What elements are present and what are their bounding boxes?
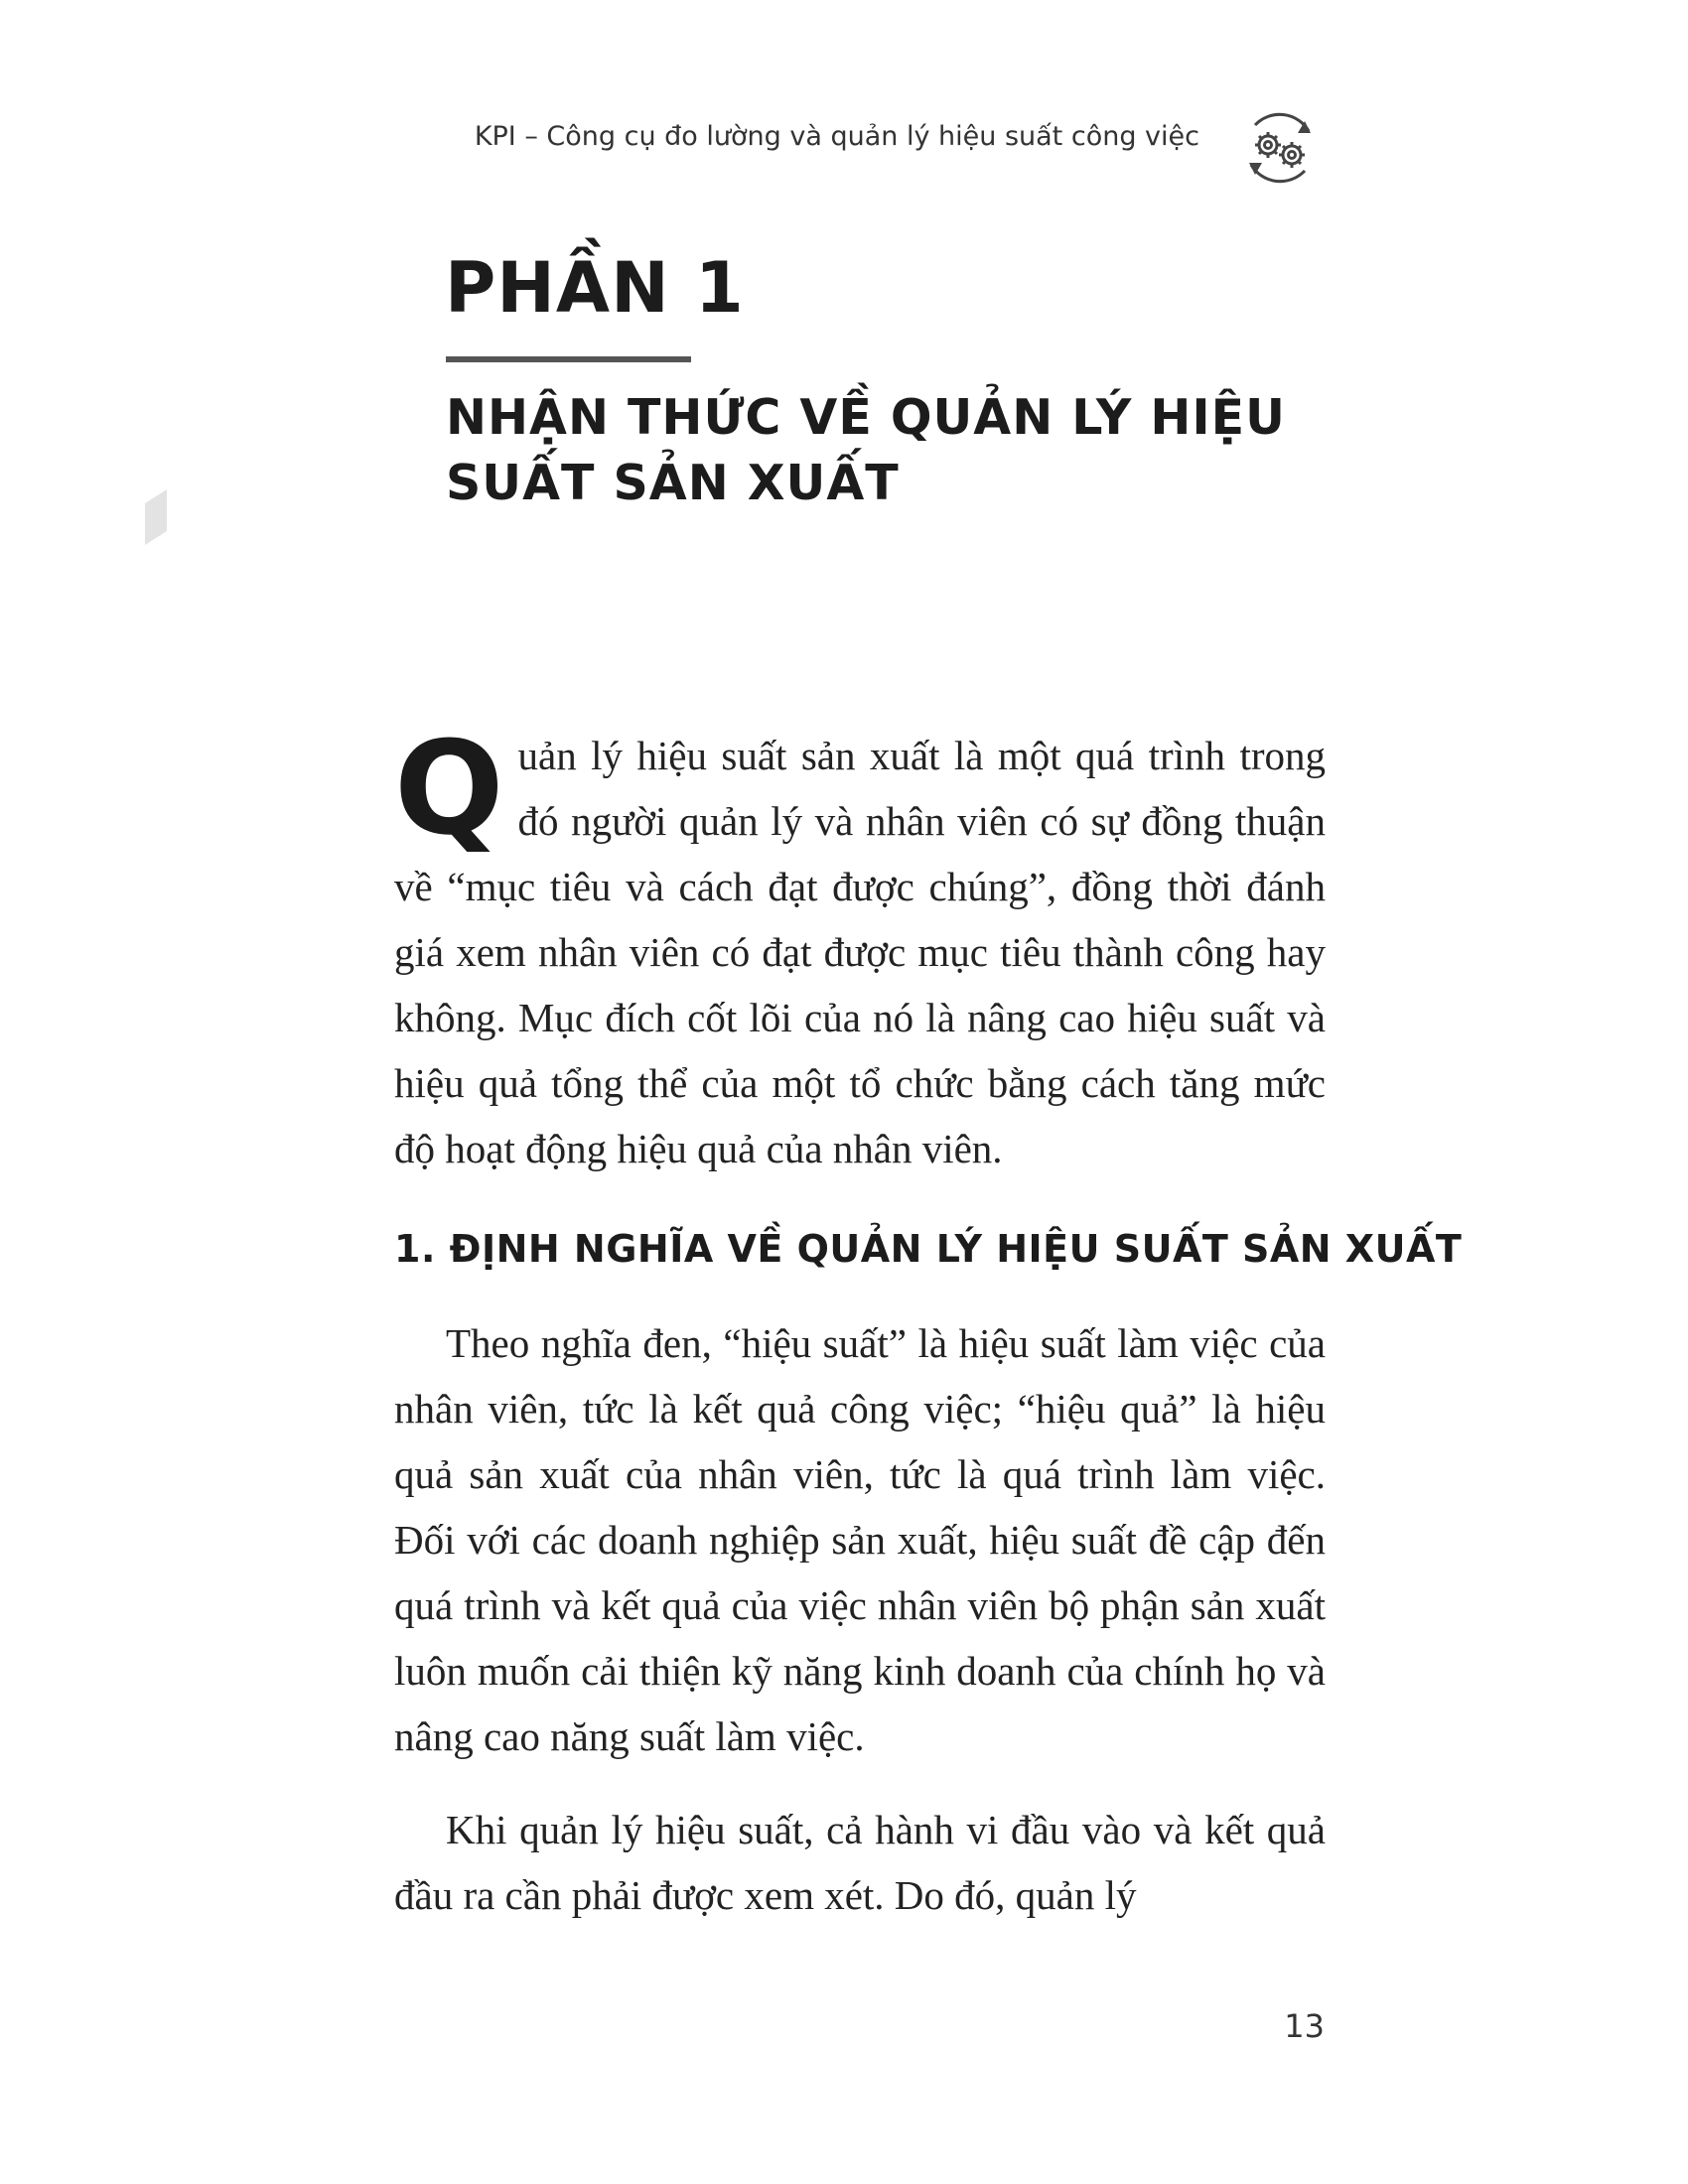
page-edge-mark — [145, 489, 167, 545]
part-subtitle: NHẬN THỨC VỀ QUẢN LÝ HIỆU SUẤT SẢN XUẤT — [446, 389, 1286, 511]
intro-paragraph — [394, 713, 1326, 1181]
page-number: 13 — [1284, 2007, 1325, 2045]
section-paragraph-1: Theo nghĩa đen, “hiệu suất” là hiệu suất làm việc của nhân viên, tức là kết quả công việc; “hiệu quả” là hiệu quả sản xuất của nhân viên, tức là quá trình làm việc. Đối với các doanh nghiệp sản xuất, hiệu suất đề cập đến quá trình và kết quả của việc nhân viên bộ phận sản xuất luôn muốn cải thiện kỹ năng kinh doanh của chính họ và nâng cao năng suất làm việc. — [394, 1320, 1326, 1759]
section-heading: 1. ĐỊNH NGHĨA VỀ QUẢN LÝ HIỆU SUẤT SẢN XUẤT — [394, 1227, 1463, 1271]
section-paragraph-2: Khi quản lý hiệu suất, cả hành vi đầu vào và kết quả đầu ra cần phải được xem xét. Do đó, quản lý — [394, 1807, 1326, 1918]
part-title: PHẦN 1 — [445, 247, 745, 329]
gears-cycle-icon — [1235, 103, 1325, 193]
intro-text: uản lý hiệu suất sản xuất là một quá trình trong đó người quản lý và nhân viên có sự đồng thuận về “mục tiêu và cách đạt được chúng”, đồng thời đánh giá xem nhân viên có đạt được mục tiêu thành công hay không. Mục đích cốt lõi của nó là nâng cao hiệu suất và hiệu quả tổng thể của một tổ chức bằng cách tăng mức độ hoạt động hiệu quả của nhân viên. — [394, 733, 1326, 1171]
drop-cap: Q — [394, 713, 504, 864]
running-header: KPI – Công cụ đo lường và quản lý hiệu suất công việc — [474, 121, 1199, 152]
part-title-underline — [446, 356, 691, 362]
